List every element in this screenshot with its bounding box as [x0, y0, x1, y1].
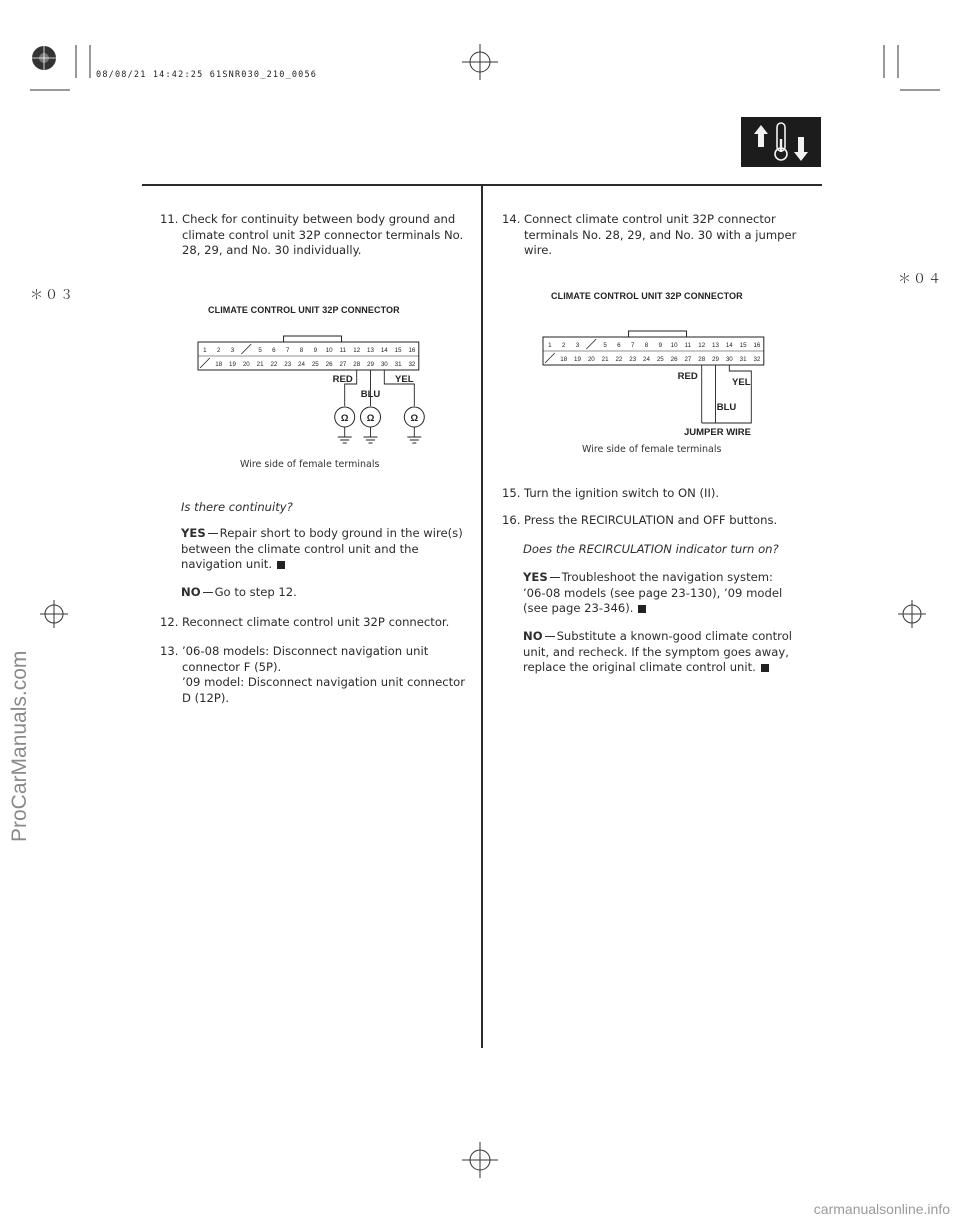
terminal-label: 21 — [601, 356, 609, 363]
terminal-label: 5 — [258, 347, 262, 354]
terminal-label: 27 — [339, 361, 347, 368]
terminal-label: 8 — [299, 347, 304, 354]
wire-label-yel: YEL — [732, 377, 751, 388]
terminal-label: 31 — [394, 361, 402, 368]
yes-block-left — [181, 526, 471, 573]
yes-text: Troubleshoot the navigation system: ’06-08 models (see page 23-130), ’09 model (see page 23-346). — [523, 570, 783, 616]
connector-lock-tab — [284, 336, 342, 342]
step-16 — [502, 513, 812, 529]
question-recirculation: Does the RECIRCULATION indicator turn on? — [523, 542, 779, 556]
no-text: Go to step 12. — [214, 585, 297, 599]
yes-label: YES — [181, 526, 206, 540]
terminal-label: 1 — [203, 347, 207, 354]
terminal-label: 6 — [272, 347, 276, 354]
wire-label-blu: BLU — [360, 389, 381, 400]
column-divider — [481, 186, 483, 1048]
terminal-label: 23 — [629, 356, 637, 363]
terminal-label: 29 — [367, 361, 374, 368]
wire-label-yel: YEL — [395, 374, 414, 385]
terminal-label: 25 — [311, 361, 319, 368]
terminal-label: 25 — [656, 356, 664, 363]
figure-2-caption: Wire side of female terminals — [582, 444, 722, 455]
terminal-label: 16 — [408, 347, 416, 354]
connector-diagram-2 — [535, 325, 785, 435]
wire-label-blu: BLU — [716, 402, 737, 413]
terminal-label: 22 — [270, 361, 278, 368]
terminal-label: 24 — [643, 356, 650, 363]
connector-lock-tab — [629, 331, 687, 337]
figure-1-caption: Wire side of female terminals — [240, 459, 380, 470]
yes-block-right — [523, 570, 793, 617]
end-mark — [761, 664, 769, 672]
step-number: 11. — [160, 212, 179, 226]
step-11 — [160, 212, 470, 259]
no-text: Substitute a known-good climate control unit, and recheck. If the symptom goes away, replace the original climate control unit. — [523, 629, 793, 675]
blank-cavity — [545, 353, 555, 363]
step-number: 15. — [502, 486, 521, 500]
terminal-label: 19 — [229, 361, 236, 368]
blank-cavity — [586, 339, 596, 349]
terminal-label: 13 — [712, 342, 719, 349]
terminal-label: 14 — [725, 342, 733, 349]
question-continuity: Is there continuity? — [181, 500, 293, 514]
dash — [208, 533, 218, 534]
terminal-label: 10 — [325, 347, 333, 354]
terminal-label: 2 — [216, 347, 221, 354]
terminal-label: 9 — [313, 347, 318, 354]
terminal-label: 13 — [367, 347, 374, 354]
wire-label-red: RED — [332, 374, 353, 385]
no-block-left — [181, 585, 471, 601]
terminal-label: 12 — [698, 342, 706, 349]
terminal-label: 14 — [380, 347, 388, 354]
terminal-label: 2 — [561, 342, 566, 349]
ohm-symbol: Ω — [340, 413, 349, 424]
terminal-label: 29 — [712, 356, 719, 363]
step-text-line2: ’09 model: Disconnect navigation unit connector D (12P). — [182, 675, 466, 705]
ohm-symbol: Ω — [366, 413, 375, 424]
dash — [550, 577, 560, 578]
terminal-label: 6 — [617, 342, 621, 349]
terminal-label: 21 — [256, 361, 264, 368]
terminal-label: 7 — [285, 347, 290, 354]
terminal-label: 22 — [615, 356, 623, 363]
terminal-label: 23 — [284, 361, 292, 368]
step-text: Reconnect climate control unit 32P connector. — [182, 615, 450, 629]
terminal-label: 7 — [630, 342, 635, 349]
terminal-label: 19 — [574, 356, 581, 363]
yes-text: Repair short to body ground in the wire(s) between the climate control unit and the navigation unit. — [181, 526, 463, 572]
end-mark — [638, 605, 646, 613]
step-text-line1: ’06-08 models: Disconnect navigation unit connector F (5P). — [182, 644, 429, 674]
blank-cavity — [200, 358, 210, 368]
step-14 — [502, 212, 812, 259]
jumper-wire — [702, 365, 752, 423]
terminal-label: 24 — [298, 361, 305, 368]
terminal-label: 5 — [603, 342, 607, 349]
terminal-label: 32 — [753, 356, 761, 363]
ohm-symbol: Ω — [410, 413, 419, 424]
end-mark — [277, 561, 285, 569]
step-number: 16. — [502, 513, 521, 527]
terminal-label: 20 — [242, 361, 250, 368]
step-number: 12. — [160, 615, 179, 629]
terminal-label: 30 — [725, 356, 733, 363]
wire-label-red: RED — [677, 371, 698, 382]
dash — [203, 592, 213, 593]
no-label: NO — [523, 629, 543, 643]
step-number: 14. — [502, 212, 521, 226]
no-label: NO — [181, 585, 201, 599]
terminal-label: 18 — [215, 361, 223, 368]
watermark: ProCarManuals.com — [8, 650, 31, 842]
terminal-label: 9 — [658, 342, 663, 349]
terminal-label: 18 — [560, 356, 568, 363]
terminal-label: 27 — [684, 356, 692, 363]
terminal-label: 8 — [644, 342, 649, 349]
print-stamp: 08/08/21 14:42:25 61SNR030_210_0056 — [96, 70, 318, 80]
terminal-label: 28 — [353, 361, 361, 368]
thermometer-updown-icon — [741, 117, 821, 167]
step-text: Check for continuity between body ground and climate control unit 32P connector terminals No. 28, 29, and No. 30 individually. — [182, 212, 464, 258]
terminal-label: 3 — [230, 347, 235, 354]
terminal-label: 31 — [739, 356, 747, 363]
right-page-mark: ＊０４ — [898, 272, 944, 287]
step-text: Turn the ignition switch to ON (II). — [524, 486, 720, 500]
terminal-label: 28 — [698, 356, 706, 363]
terminal-label: 26 — [670, 356, 678, 363]
terminal-label: 30 — [380, 361, 388, 368]
terminal-label: 15 — [739, 342, 747, 349]
terminal-label: 1 — [548, 342, 552, 349]
terminal-label: 16 — [753, 342, 761, 349]
no-block-right — [523, 629, 803, 676]
terminal-label: 15 — [394, 347, 402, 354]
step-15 — [502, 486, 812, 502]
jumper-wire-label: JUMPER WIRE — [683, 427, 752, 435]
blank-cavity — [241, 344, 251, 354]
terminal-label: 3 — [575, 342, 580, 349]
yes-label: YES — [523, 570, 548, 584]
terminal-label: 10 — [670, 342, 678, 349]
terminal-label: 12 — [353, 347, 361, 354]
connector-diagram-1 — [190, 330, 440, 445]
footer-url: carmanualsonline.info — [813, 1201, 950, 1217]
step-text: Press the RECIRCULATION and OFF buttons. — [524, 513, 778, 527]
left-page-mark: ＊０３ — [30, 288, 76, 303]
terminal-label: 26 — [325, 361, 333, 368]
section-icon-box — [741, 117, 821, 167]
step-13 — [160, 644, 470, 706]
step-12 — [160, 615, 470, 631]
step-text: Connect climate control unit 32P connector terminals No. 28, 29, and No. 30 with a jumper wire. — [524, 212, 797, 258]
terminal-label: 20 — [587, 356, 595, 363]
figure-2-title: CLIMATE CONTROL UNIT 32P CONNECTOR — [551, 291, 743, 301]
terminal-label: 11 — [339, 347, 347, 354]
dash — [545, 636, 555, 637]
terminal-label: 32 — [408, 361, 416, 368]
terminal-label: 11 — [684, 342, 692, 349]
step-number: 13. — [160, 644, 179, 658]
figure-1-title: CLIMATE CONTROL UNIT 32P CONNECTOR — [208, 305, 400, 315]
